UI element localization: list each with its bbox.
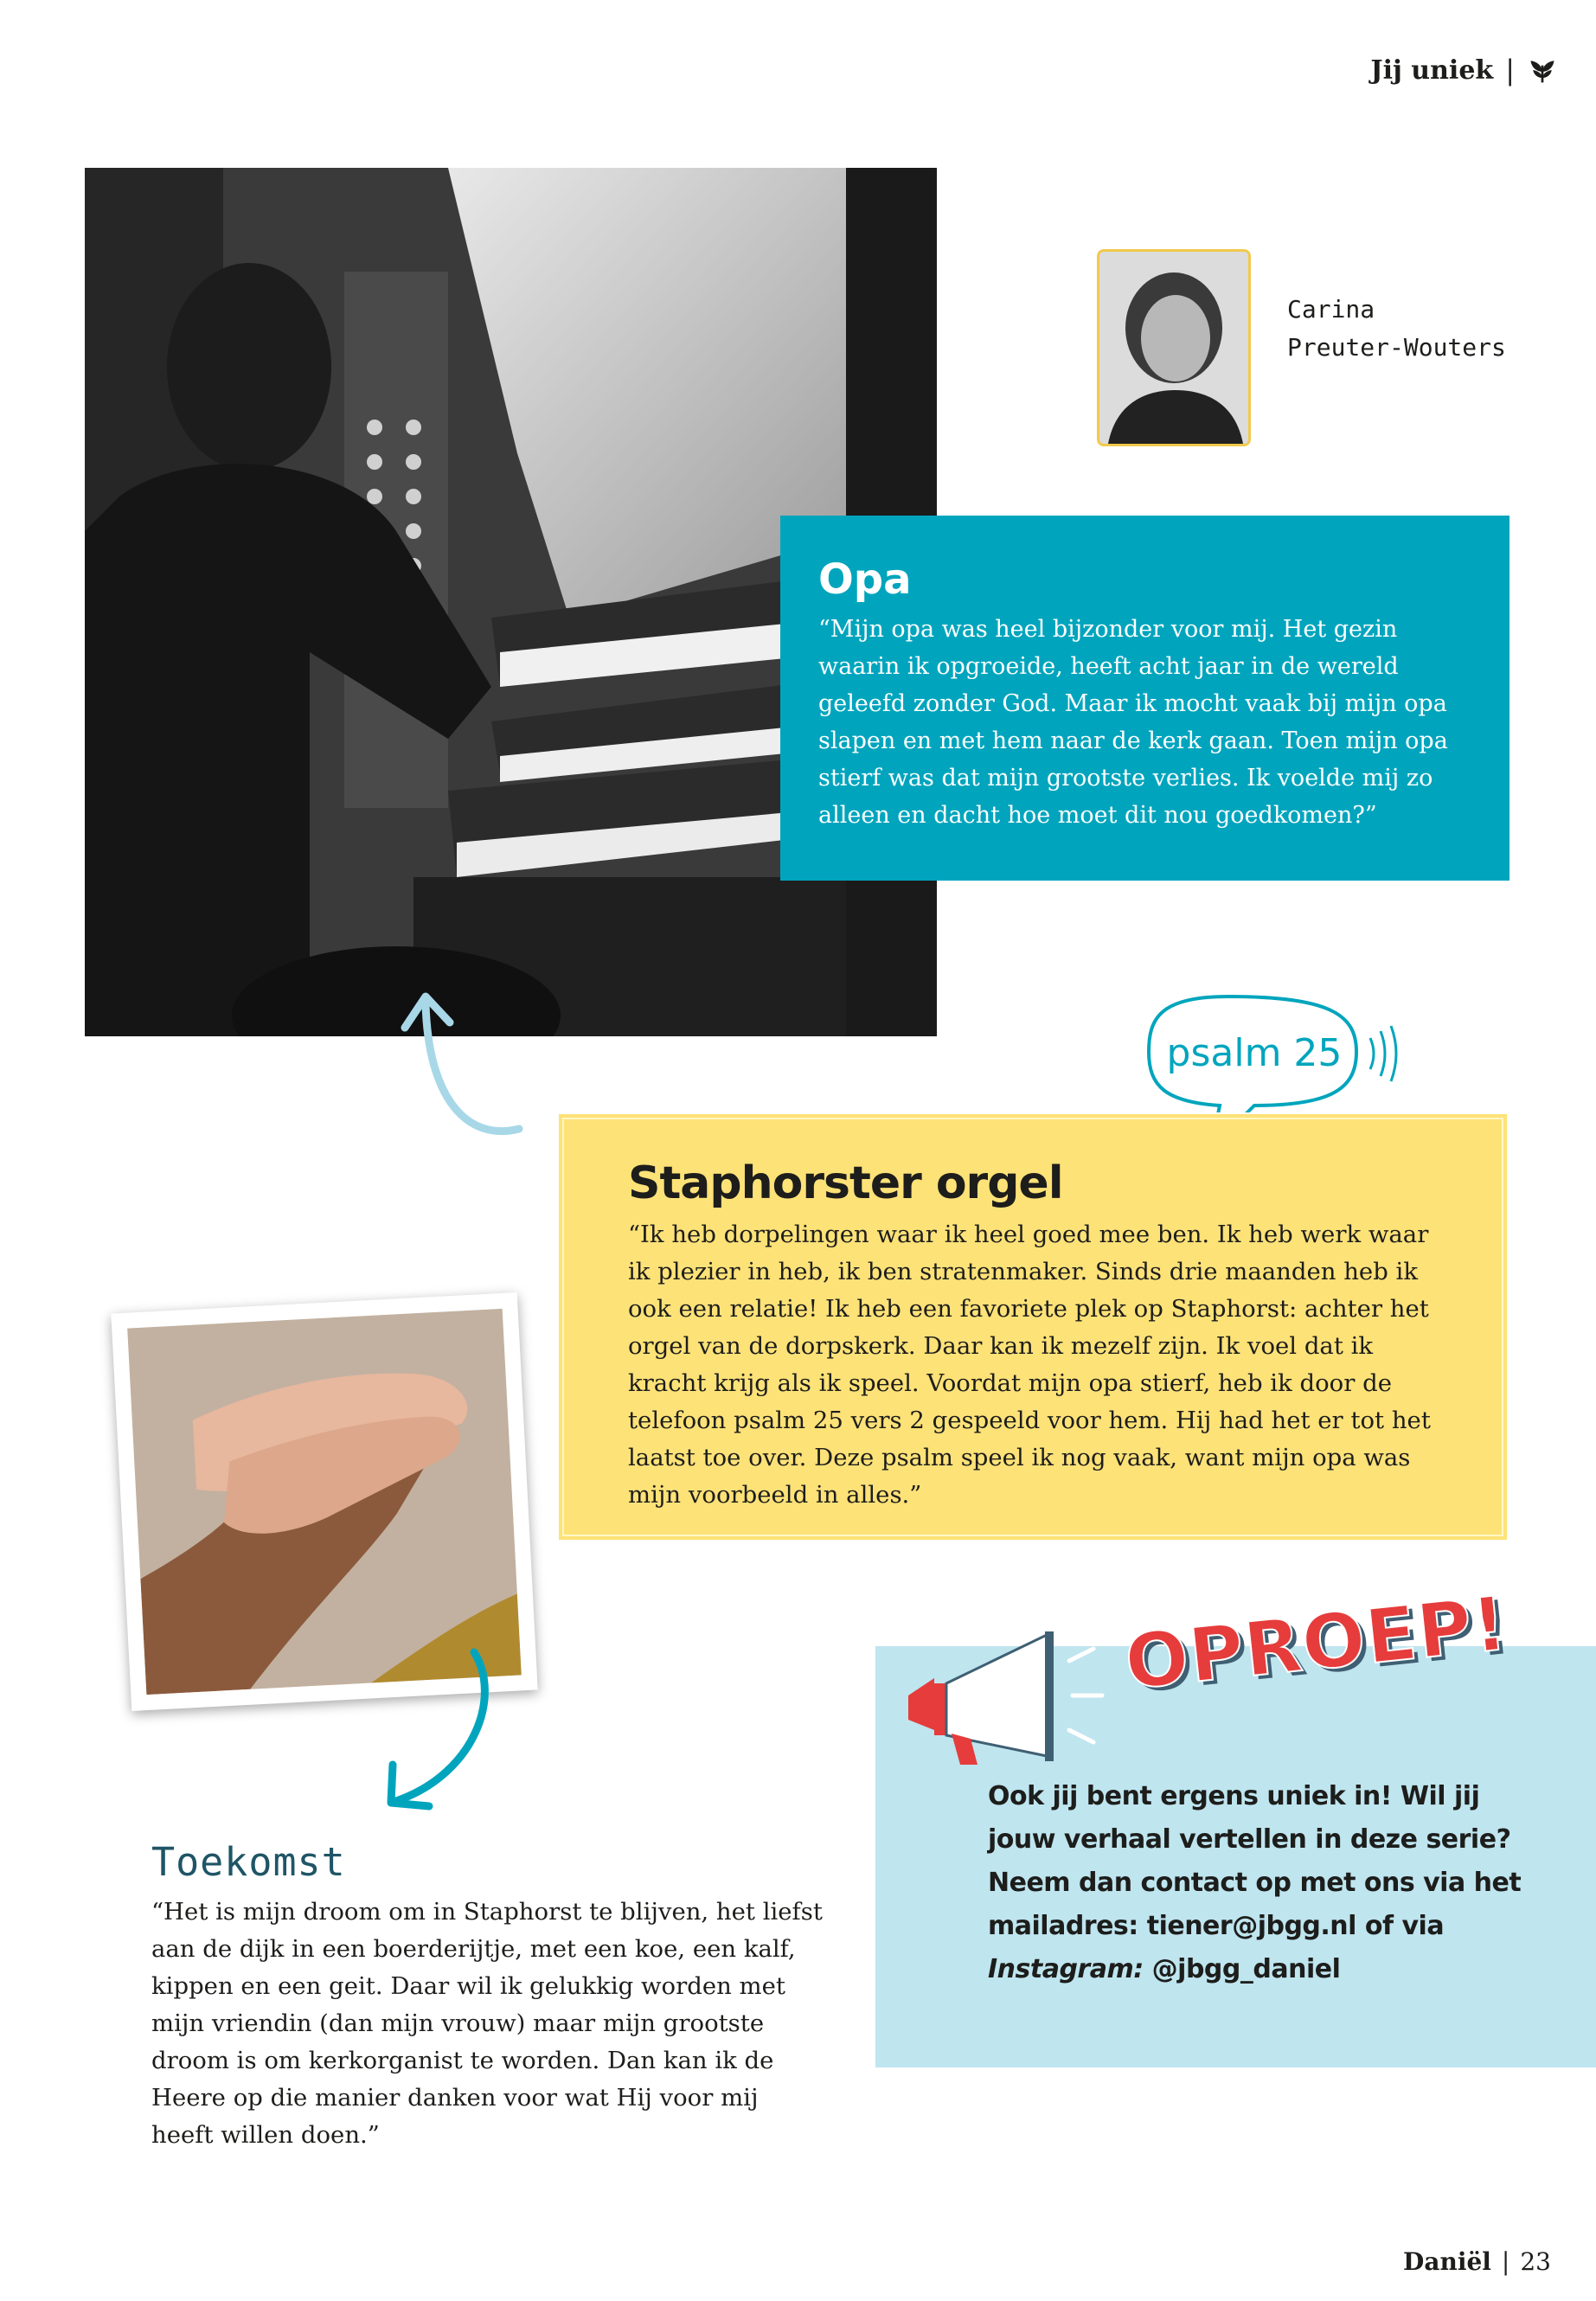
page-header — [1370, 54, 1558, 87]
instagram-handle[interactable]: @jbgg_daniel — [1143, 1954, 1341, 1984]
oproep-text — [988, 1775, 1550, 1991]
psalm-label: psalm 25 — [1166, 1031, 1343, 1075]
curved-arrow-icon — [372, 1644, 519, 1817]
staphorster-text: “Ik heb dorpelingen waar ik heel goed mee ben. Ik heb werk waar ik plezier in heb, ik ben stratenmaker. Sinds drie maanden heb ik ook een relatie! Ik heb een favoriete plek op Staphorst: achter het orgel van de dorpskerk. Daar kan ik mezelf zijn. Ik voel dat ik kracht krijg als ik speel. Voordat mijn opa stierf, heb ik door de telefoon psalm 25 vers 2 gespeeld voor hem. Hij had het er tot het laatst toe over. Deze psalm speel ik nog vaak, want mijn opa was mijn voorbeeld in alles.” — [628, 1221, 1431, 1509]
opa-section — [780, 516, 1509, 881]
section-title: Jij uniek — [1370, 54, 1494, 86]
staphorster-section — [557, 1112, 1509, 1541]
curved-arrow-icon — [381, 977, 536, 1150]
author-name — [1287, 291, 1506, 367]
oproep-message: Ook jij bent ergens uniek in! Wil jij jouw verhaal vertellen in deze serie? Neem dan contact op met ons via het mailadres: tiener@jbgg.nl of via — [988, 1781, 1522, 1941]
toekomst-section — [151, 1839, 826, 2154]
instagram-label: Instagram: — [988, 1954, 1144, 1984]
leaf-icon — [1527, 54, 1558, 86]
author-last-name: Preuter-Wouters — [1287, 333, 1506, 362]
page-number: 23 — [1520, 2247, 1551, 2276]
author-first-name: Carina — [1287, 295, 1375, 324]
header-separator: | — [1505, 54, 1515, 87]
opa-text: “Mijn opa was heel bijzonder voor mij. Het gezin waarin ik opgroeide, heeft acht jaar in de wereld geleefd zonder God. Maar ik mocht vaak bij mijn opa slapen en met hem naar de kerk gaan. Toen mijn opa stierf was dat mijn grootste verlies. Ik voelde mij zo alleen en dacht hoe moet dit nou goedkomen?” — [818, 616, 1448, 829]
staphorster-title: Staphorster orgel — [628, 1157, 1063, 1209]
megaphone-icon — [900, 1626, 1116, 1765]
magazine-name: Daniël — [1403, 2247, 1491, 2276]
oproep-title: OPROEP! — [1120, 1580, 1512, 1707]
toekomst-title: Toekomst — [151, 1839, 346, 1885]
author-portrait — [1097, 249, 1251, 446]
toekomst-text: “Het is mijn droom om in Staphorst te blijven, het liefst aan de dijk in een boerderijtje, met een koe, een kalf, kippen en een geit. Daar wil ik gelukkig worden met mijn vriendin (dan mijn vrouw) maar mijn grootste droom is om kerkorganist te worden. Dan kan ik de Heere op die manier danken voor wat Hij voor mij heeft willen doen.” — [151, 1898, 823, 2149]
opa-title: Opa — [818, 555, 912, 604]
footer-separator: | — [1501, 2247, 1510, 2276]
page-footer — [1403, 2247, 1551, 2276]
